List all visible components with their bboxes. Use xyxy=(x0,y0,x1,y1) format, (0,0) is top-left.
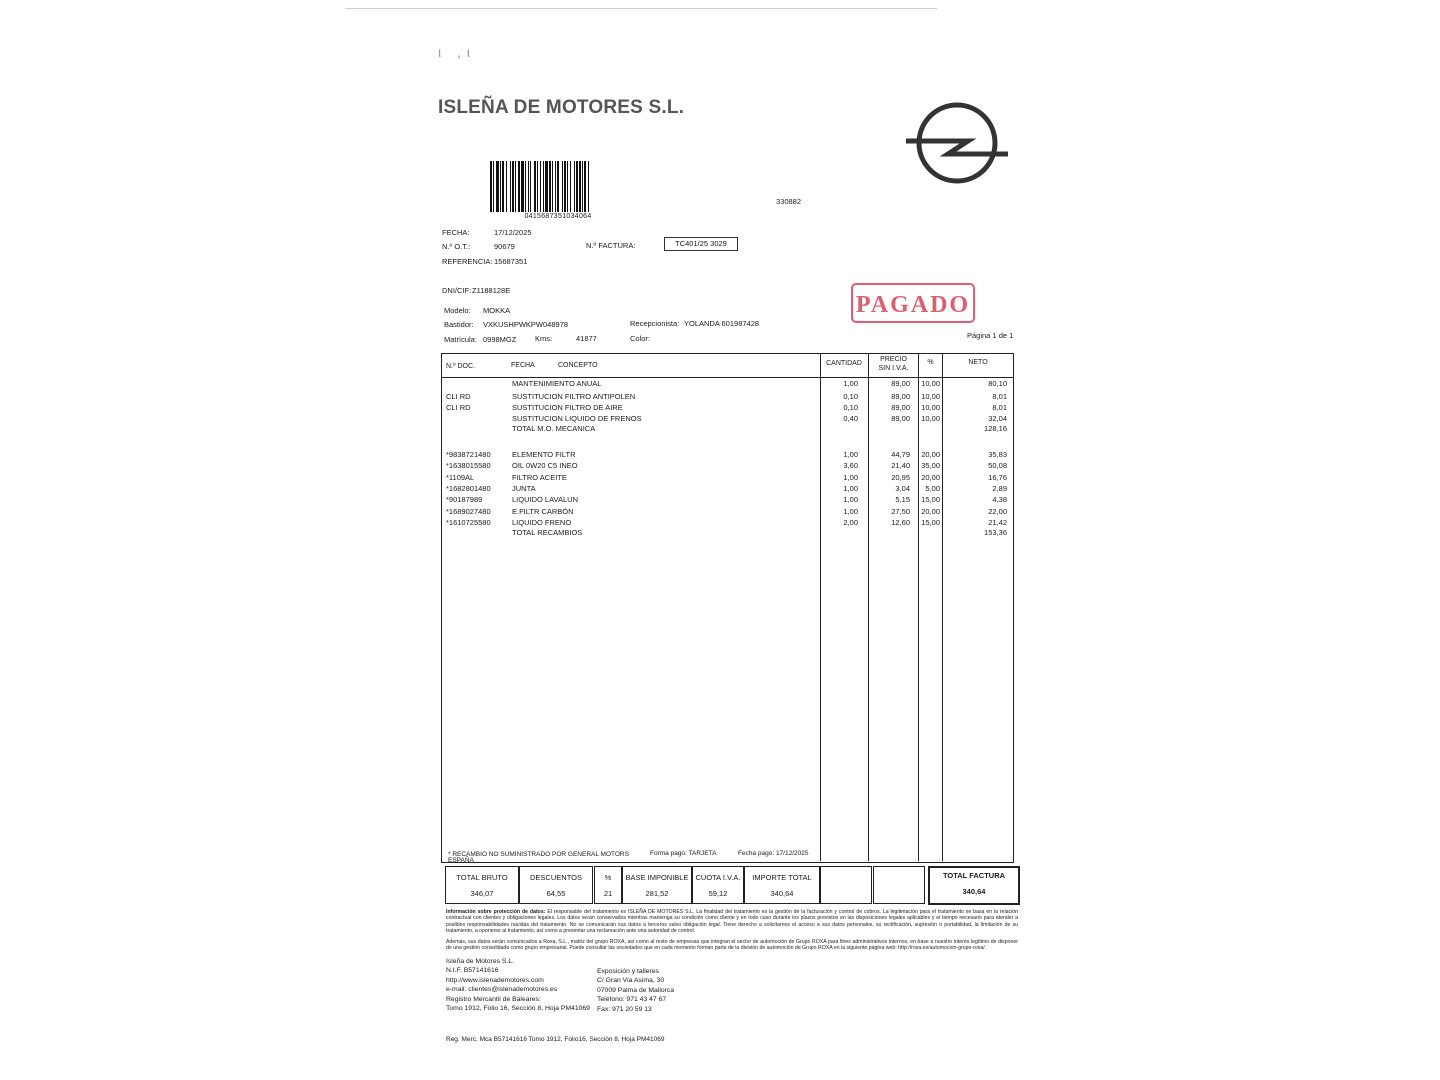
footer-line: Fax: 971 20 59 13 xyxy=(597,1005,652,1013)
barcode-bar xyxy=(537,161,538,212)
barcode-bar xyxy=(512,161,514,212)
row-neto: 35,83 xyxy=(988,450,1007,459)
row-cantidad: 2,00 xyxy=(843,518,858,527)
row-neto: 50,08 xyxy=(988,461,1007,470)
row-neto: 32,04 xyxy=(988,414,1007,423)
row-concepto: LIQUIDO LAVALUN xyxy=(512,495,578,504)
footer-line: http://www.islenademotores.com xyxy=(446,976,544,984)
barcode-bar xyxy=(588,161,589,212)
fecha-pago: Fecha pago: 17/12/2025 xyxy=(738,850,809,857)
barcode-bar xyxy=(545,161,548,212)
row-concepto: SUSTITUCION FILTRO ANTIPOLEN xyxy=(512,392,636,401)
row-doc: *1689027480 xyxy=(446,507,491,516)
barcode-bar xyxy=(557,161,559,212)
barcode-bar xyxy=(579,161,581,212)
barcode-bar xyxy=(493,161,494,212)
document-code: 330882 xyxy=(776,197,802,206)
importe-total-box xyxy=(744,866,820,904)
iva-pct-box xyxy=(594,866,622,904)
total-bruto-label: TOTAL BRUTO xyxy=(456,873,508,882)
row-doc: *1638015580 xyxy=(446,461,491,470)
barcode-bar xyxy=(549,161,551,212)
importe-total-label: IMPORTE TOTAL xyxy=(752,873,812,882)
descuentos-label: DESCUENTOS xyxy=(530,873,582,882)
row-neto: 21,42 xyxy=(988,518,1007,527)
header-cantidad: CANTIDAD xyxy=(826,360,862,367)
column-divider xyxy=(820,353,821,861)
row-concepto: SUSTITUCION FILTRO DE AIRE xyxy=(512,403,623,412)
row-pct: 5,00 xyxy=(925,484,940,493)
cuota-iva-value: 59,12 xyxy=(708,889,728,898)
footer-address-info xyxy=(597,967,674,1014)
referencia-label: REFERENCIA: xyxy=(442,257,493,266)
row-concepto: LIQUIDO FRENO xyxy=(512,518,572,527)
row-cantidad: 1,00 xyxy=(843,379,858,388)
header-neto: NETO xyxy=(968,359,988,366)
footer-line: Exposición y talleres xyxy=(597,968,659,975)
empty-total-box xyxy=(820,866,872,904)
column-divider xyxy=(918,353,919,861)
barcode-bar xyxy=(525,161,526,212)
barcode-bar xyxy=(540,161,541,212)
row-pct: 35,00 xyxy=(921,461,940,470)
row-pct: 10,00 xyxy=(921,403,940,412)
factura-number: TC401/25 3029 xyxy=(664,237,738,251)
row-neto: 16,76 xyxy=(988,473,1007,482)
row-neto: 80,10 xyxy=(988,379,1007,388)
modelo-label: Modelo: xyxy=(444,306,471,315)
fecha-label: FECHA: xyxy=(442,228,470,237)
recepcionista-value: YOLANDA 601987428 xyxy=(684,319,760,328)
row-precio: 21,40 xyxy=(891,461,910,470)
barcode-bar xyxy=(521,161,524,212)
total-factura-box xyxy=(928,866,1020,905)
iva-pct-value: 21 xyxy=(603,889,613,898)
referencia-value: 15687351 xyxy=(494,257,528,266)
bastidor-label: Bastidor: xyxy=(444,320,474,329)
barcode-bar xyxy=(528,161,529,212)
row-neto: 8,01 xyxy=(992,392,1007,401)
row-neto: 4,38 xyxy=(992,495,1007,504)
kms-value: 41877 xyxy=(576,334,597,343)
ot-label: N.º O.T.: xyxy=(442,242,471,251)
barcode-bar xyxy=(574,161,575,212)
footer-company-info xyxy=(446,957,590,1013)
svg-text:PAGADO: PAGADO xyxy=(855,292,971,318)
forma-pago: Forma pago: TARJETA xyxy=(650,850,717,857)
row-pct: 20,00 xyxy=(921,473,940,482)
data-protection-title: Información sobre protección de datos: xyxy=(446,909,546,915)
row-doc: CLI RD xyxy=(446,403,471,412)
barcode-bar xyxy=(567,161,568,212)
base-imponible-value: 281,52 xyxy=(645,889,669,898)
row-doc: *1109AL xyxy=(446,473,475,482)
group-notice: Además, sus datos serán comunicados a Roxa, S.L., matriz del grupo ROXA, así como al resto de empresas que integran el sector de automoción de Grupo ROXA para fines administrativos internos, en base a nuestro interés legítimo de disponer de una gestión consolidada como grupo empresarial. Puede consultar las sociedades que en cada momento forman parte de la división de automoción de Grupo ROXA en la siguiente página web: http://roxa.es/automocion-grupo-roxa/. xyxy=(446,939,1018,952)
column-divider xyxy=(868,353,869,861)
row-concepto: TOTAL RECAMBIOS xyxy=(512,528,583,537)
row-precio: 20,95 xyxy=(891,473,910,482)
footer-line: Registro Mercantil de Baleares: xyxy=(446,995,541,1003)
row-concepto: E.FILTR CARBÓN xyxy=(512,507,574,516)
footer-line: Isleña de Motores S.L. xyxy=(446,958,515,965)
kms-label: Kms: xyxy=(535,334,553,343)
row-precio: 27,50 xyxy=(891,507,910,516)
row-neto: 22,00 xyxy=(988,507,1007,516)
table-header-divider xyxy=(441,377,1014,378)
row-cantidad: 0,40 xyxy=(843,414,858,423)
dni-value: Z1188128E xyxy=(472,286,511,295)
bastidor-value: VXKUSHPWKPW048978 xyxy=(483,320,569,329)
row-pct: 10,00 xyxy=(921,379,940,388)
footer-line: Teléfono: 971 43 47 67 xyxy=(597,996,667,1004)
row-precio: 89,00 xyxy=(891,414,910,423)
barcode-bar xyxy=(576,161,578,212)
row-pct: 10,00 xyxy=(921,414,940,423)
row-precio: 3,04 xyxy=(895,484,910,493)
row-concepto: OIL 0W20 C5 INEO xyxy=(512,461,578,470)
row-concepto: ELEMENTO FILTR xyxy=(512,450,576,459)
barcode-bar xyxy=(500,161,501,212)
iva-pct-label: % xyxy=(604,873,612,882)
importe-total-value: 340,64 xyxy=(770,889,794,898)
empty-total-box xyxy=(873,866,925,904)
fecha-value: 17/12/2025 xyxy=(494,228,532,237)
barcode-bar xyxy=(506,161,507,212)
row-cantidad: 1,00 xyxy=(843,473,858,482)
row-pct: 20,00 xyxy=(921,450,940,459)
row-concepto: JUNTA xyxy=(512,484,536,493)
matricula-label: Matrícula: xyxy=(444,335,477,344)
row-cantidad: 3,60 xyxy=(843,461,858,470)
descuentos-value: 64,55 xyxy=(546,889,566,898)
row-cantidad: 1,00 xyxy=(843,484,858,493)
barcode-bar xyxy=(530,161,531,212)
header-fecha: FECHA xyxy=(511,362,535,369)
row-cantidad: 1,00 xyxy=(843,495,858,504)
color-label: Color: xyxy=(630,334,651,343)
footer-line: e-mail: clientes@islenademotores.es xyxy=(446,986,558,994)
total-bruto-box xyxy=(445,866,519,904)
row-pct: 15,00 xyxy=(921,518,940,527)
descuentos-box xyxy=(519,866,593,904)
footer-line: 07009 Palma de Mallorca xyxy=(597,986,675,994)
row-doc: CLI RD xyxy=(446,392,471,401)
barcode-number: 0415687351034064 xyxy=(524,213,592,220)
barcode-bar xyxy=(534,161,536,212)
row-pct: 10,00 xyxy=(921,392,940,401)
barcode-bar xyxy=(496,161,499,212)
barcode-bar xyxy=(555,161,556,212)
row-pct: 20,00 xyxy=(921,507,940,516)
barcode-bar xyxy=(502,161,504,212)
data-protection-notice xyxy=(446,909,1018,935)
row-neto: 128,16 xyxy=(984,424,1007,433)
barcode-bar xyxy=(543,161,544,212)
header-sin-iva: SIN I.V.A. xyxy=(878,365,909,372)
base-imponible-label: BASE IMPONIBLE xyxy=(625,873,689,882)
data-protection-text: El responsable del tratamiento es ISLEÑA DE MOTORES S.L. La finalidad del tratamiento es la gestión de la facturación y control de cobros. La legitimación para el tratamiento se basa en la relación contractual con clientes y obligaciones legales. Los datos serán conservados mientras mantenga su condición como cliente y en todo caso durante los plazos previstos en las disposiciones legales aplicables y el tiempo necesario para atender a posibles responsabilidades nacidas del tratamiento. No se comunicarán sus datos a terceros salvo obligación legal. Tiene derecho a solicitarnos el acceso a sus datos personales, su rectificación, supresión o portabilidad, la limitación de su tratamiento, a oponerse al tratamiento, así como a presentar una reclamación ante una autoridad de control. xyxy=(446,909,1018,935)
row-concepto: TOTAL M.O. MECANICA xyxy=(512,424,596,433)
row-neto: 153,36 xyxy=(984,528,1007,537)
total-bruto-value: 346,07 xyxy=(470,889,494,898)
footer-line: C/ Gran Via Asima, 30 xyxy=(597,977,665,985)
ot-value: 90679 xyxy=(494,242,515,251)
row-cantidad: 0,10 xyxy=(843,403,858,412)
scan-top-edge xyxy=(345,8,937,9)
barcode-bar xyxy=(515,161,516,212)
row-neto: 2,89 xyxy=(992,484,1007,493)
row-precio: 89,00 xyxy=(891,379,910,388)
header-pct: % xyxy=(927,359,934,366)
row-cantidad: 1,00 xyxy=(843,450,858,459)
opel-logo-icon xyxy=(904,100,1010,186)
barcode-bar xyxy=(584,161,586,212)
row-concepto: SUSTITUCION LIQUIDO DE FRENOS xyxy=(512,414,642,423)
row-precio: 89,00 xyxy=(891,392,910,401)
row-precio: 89,00 xyxy=(891,403,910,412)
header-precio: PRECIO xyxy=(880,356,907,363)
handwritten-mark: ι ,ι xyxy=(438,44,476,60)
recepcionista-label: Recepcionista: xyxy=(630,319,680,328)
row-doc: *90187989 xyxy=(446,495,483,504)
row-pct: 15,00 xyxy=(921,495,940,504)
paid-stamp xyxy=(849,281,977,325)
total-factura-value: 340,64 xyxy=(962,887,986,896)
barcode-bar xyxy=(570,161,571,212)
footer-registry: Reg. Merc. Mca B57141616 Tomo 1912, Folio16, Sección 8, Hoja PM41069 xyxy=(446,1036,665,1043)
row-concepto: FILTRO ACEITE xyxy=(512,473,567,482)
footer-line: N.I.F. B57141616 xyxy=(446,967,499,975)
total-factura-label: TOTAL FACTURA xyxy=(942,871,1006,880)
barcode-bar xyxy=(552,161,553,212)
row-doc: *1610725580 xyxy=(446,518,491,527)
header-concepto: CONCEPTO xyxy=(558,362,598,369)
cuota-iva-label: CUOTA I.V.A. xyxy=(695,873,741,882)
base-imponible-box xyxy=(622,866,692,904)
barcode-bar xyxy=(564,161,566,212)
company-name: ISLEÑA DE MOTORES S.L. xyxy=(438,97,685,118)
barcode xyxy=(490,161,626,212)
page-number: Página 1 de 1 xyxy=(967,331,1014,340)
header-ndoc: N.º DOC. xyxy=(446,363,476,370)
row-doc: *9838721480 xyxy=(446,450,491,459)
row-precio: 44,79 xyxy=(891,450,910,459)
barcode-bar xyxy=(490,161,492,212)
footer-line: Tomo 1912, Folio 16, Sección 8, Hoja PM41069 xyxy=(446,1005,590,1013)
factura-label: N.º FACTURA: xyxy=(586,241,636,250)
row-neto: 8,01 xyxy=(992,403,1007,412)
note-recambio: * RECAMBIO NO SUMINISTRADO POR GENERAL MOTORS xyxy=(448,851,629,858)
row-precio: 12,60 xyxy=(891,518,910,527)
row-cantidad: 0,10 xyxy=(843,392,858,401)
barcode-bar xyxy=(562,161,563,212)
barcode-bar xyxy=(510,161,511,212)
row-precio: 5,15 xyxy=(895,495,910,504)
note-espana: ESPAÑA xyxy=(448,857,474,864)
barcode-bar xyxy=(518,161,520,212)
row-doc: *1682801480 xyxy=(446,484,491,493)
row-concepto: MANTENIMIENTO ANUAL xyxy=(512,379,602,388)
row-cantidad: 1,00 xyxy=(843,507,858,516)
cuota-iva-box xyxy=(692,866,744,904)
dni-label: DNI/CIF: xyxy=(442,286,472,295)
matricula-value: 0998MGZ xyxy=(483,335,517,344)
barcode-bar xyxy=(582,161,583,212)
modelo-value: MOKKA xyxy=(483,306,511,315)
